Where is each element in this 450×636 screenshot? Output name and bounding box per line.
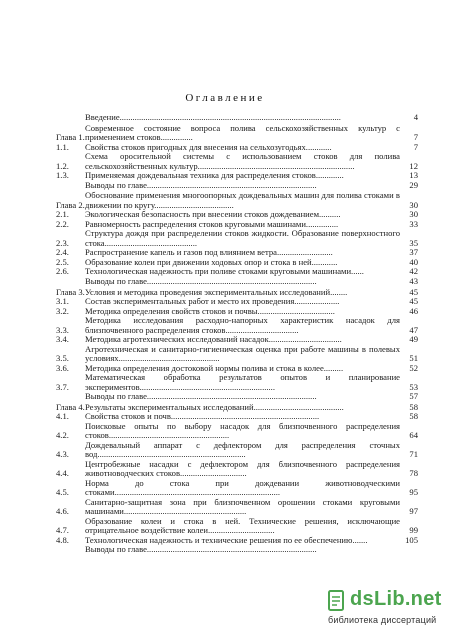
toc-entry-page: 29 <box>409 179 418 190</box>
toc-entry <box>56 152 418 171</box>
toc-entry <box>56 181 418 191</box>
toc-entry-title: Равномерность распределения стоков круговыми машинами............... <box>85 218 339 229</box>
toc-entry-title: Методика исследования расходно-напорных характеристик насадок для близпочвенного распределения стоков.................................. <box>85 315 400 335</box>
toc-entry-number: 2.2. <box>56 218 69 229</box>
toc-title: Оглавление <box>185 92 265 104</box>
toc-entry-title: Распространение капель и газов под влиянием ветра.......................... <box>85 247 333 258</box>
toc-entry-number: 4.6. <box>56 506 69 517</box>
toc-entry-title: Выводы по главе............................................................................... <box>85 179 317 190</box>
toc-entry-page: 99 <box>409 525 418 536</box>
table-of-contents <box>56 113 418 555</box>
toc-entry-number: 2.4. <box>56 247 69 258</box>
toc-entry-title: Норма до стока при дождевании животноводческими стоками............................................................................. <box>85 477 400 498</box>
toc-entry-number: 3.2. <box>56 305 69 316</box>
toc-entry-number: 4.8. <box>56 534 69 545</box>
toc-entry-page: 52 <box>409 362 418 373</box>
toc-entry-page: 47 <box>409 324 418 335</box>
toc-entry-title: Условия и методика проведения экспериментальных исследований........ <box>85 286 348 297</box>
toc-entry-title: Дождевальный аппарат с дефлектором для распределения сточных вод..................................................................... <box>85 439 400 460</box>
toc-entry-number: 3.3. <box>56 324 69 335</box>
toc-entry <box>56 479 418 498</box>
toc-entry-number: 3.5. <box>56 353 69 364</box>
toc-entry-number: Глава 4. <box>56 401 85 412</box>
toc-entry-page: 51 <box>409 353 418 364</box>
dslib-logo-icon <box>326 588 348 614</box>
toc-entry-title: Свойства стоков и почв..................................................................... <box>85 411 320 422</box>
toc-entry-number: 2.5. <box>56 256 69 267</box>
toc-entry-title: Структура дождя при распределении стоков жидкости. Образование поверхностного стока........................................... <box>85 228 400 248</box>
toc-entry <box>56 422 418 441</box>
toc-entry-page: 30 <box>409 209 418 220</box>
toc-entry-number: 4.5. <box>56 487 69 498</box>
toc-entry-number: 1.1. <box>56 141 69 152</box>
toc-entry-title: Свойства стоков пригодных для внесения на сельхозугодьях............ <box>85 141 332 152</box>
toc-entry-page: 13 <box>409 170 418 181</box>
toc-entry-page: 49 <box>409 334 418 345</box>
toc-entry-page: 33 <box>409 218 418 229</box>
toc-entry-title: Состав экспериментальных работ и место их проведения..................... <box>85 296 340 307</box>
toc-entry-title: Математическая обработка результатов опытов и планирование экспериментов............................................................... <box>85 372 400 392</box>
toc-entry-title: Современное состояние вопроса полива сельскохозяйственных культур с применением стоков............... <box>85 122 400 143</box>
toc-entry-number: 3.4. <box>56 334 69 345</box>
watermark-subtitle: библиотека диссертаций <box>328 615 437 625</box>
toc-entry <box>56 373 418 392</box>
toc-entry <box>56 498 418 517</box>
toc-entry-page: 7 <box>413 141 418 152</box>
toc-entry-page: 4 <box>413 112 418 122</box>
toc-entry-title: Применяемая дождевальная техника для распределения стоков............. <box>85 170 344 181</box>
toc-entry <box>56 229 418 248</box>
toc-entry-page: 42 <box>409 266 418 277</box>
toc-entry-title: Обоснование применения многоопорных дождевальных машин для полива стоками в движении по кругу..................................... <box>85 190 400 210</box>
toc-entry-page: 105 <box>405 534 418 545</box>
toc-entry <box>56 517 418 536</box>
toc-entry-page: 95 <box>409 487 418 498</box>
toc-entry-number: 1.3. <box>56 170 69 181</box>
toc-entry-title: Методика агротехнических исследований насадок.................................. <box>85 334 342 345</box>
toc-entry <box>56 345 418 364</box>
toc-entry-page: 57 <box>409 391 418 402</box>
toc-entry-title: Введение....................................................................................................... <box>85 112 341 122</box>
toc-entry <box>56 124 418 143</box>
toc-entry-page: 7 <box>413 132 418 143</box>
toc-entry-title: Выводы по главе............................................................................... <box>85 275 317 286</box>
toc-entry-page: 45 <box>409 296 418 307</box>
toc-entry <box>56 277 418 287</box>
toc-entry-page: 46 <box>409 305 418 316</box>
toc-entry-page: 37 <box>409 247 418 258</box>
toc-entry-number: 4.1. <box>56 411 69 422</box>
dslib-watermark <box>326 588 446 632</box>
toc-entry-page: 40 <box>409 256 418 267</box>
toc-entry-number: 3.1. <box>56 296 69 307</box>
toc-entry-number: 4.4. <box>56 468 69 479</box>
toc-entry-number: 4.2. <box>56 430 69 441</box>
toc-entry-title: Образование колеи и стока в ней. Технические решения, исключающие отрицательное воздействие колеи............................... <box>85 515 400 536</box>
toc-entry-page: 53 <box>409 381 418 392</box>
toc-entry-title: Поисковые опыты по выбору насадок для близпочвенного распределения стоков........................................................ <box>85 420 400 441</box>
toc-entry <box>56 392 418 402</box>
toc-entry-number: Глава 2. <box>56 199 85 210</box>
toc-entry-title: Центробежные насадки с дефлектором для близпочвенного распределения животноводческих стоков............................... <box>85 458 400 479</box>
toc-entry-title: Санитарно-защитная зона при близпочвенном орошении стоками круговыми машинами......................................................... <box>85 496 400 517</box>
toc-entry-title: Выводы по главе............................................................................... <box>85 391 317 402</box>
toc-entry <box>56 316 418 335</box>
toc-entry-title: Результаты экспериментальных исследований.......................................... <box>85 401 344 412</box>
toc-entry <box>56 113 418 123</box>
toc-entry <box>56 545 418 555</box>
toc-entry-page: 30 <box>409 199 418 210</box>
toc-entry-number: 1.2. <box>56 160 69 171</box>
toc-entry-number: 2.3. <box>56 237 69 248</box>
toc-entry-number: 4.7. <box>56 525 69 536</box>
toc-entry-number: 4.3. <box>56 449 69 460</box>
toc-entry-page: 97 <box>409 506 418 517</box>
toc-entry-title: Образование колеи при движении ходовых опор и стока в ней............ <box>85 256 338 267</box>
watermark-brand: dsLib.net <box>350 588 442 610</box>
toc-entry-page: 35 <box>409 237 418 248</box>
toc-entry-number: 2.1. <box>56 209 69 220</box>
toc-entry-page: 45 <box>409 286 418 297</box>
toc-entry-title: Технологическая надежность и технические решения по ее обеспечению....... <box>85 534 368 545</box>
toc-entry-page: 64 <box>409 430 418 441</box>
toc-entry-number: 2.6. <box>56 266 69 277</box>
toc-entry-number: Глава 3. <box>56 286 85 297</box>
toc-entry-page: 12 <box>409 160 418 171</box>
toc-entry <box>56 191 418 210</box>
toc-entry-page: 78 <box>409 468 418 479</box>
toc-entry-page: 58 <box>409 411 418 422</box>
toc-entry-title: Выводы по главе............................................................................... <box>85 544 317 555</box>
toc-entry-title: Методика определения свойств стоков и почвы.................................... <box>85 305 335 316</box>
toc-entry-page: 58 <box>409 401 418 412</box>
toc-entry-number: 3.6. <box>56 362 69 373</box>
toc-entry-number: 3.7. <box>56 381 69 392</box>
toc-entry-title: Схема оросительной системы с использованием стоков для полива сельскохозяйственных культур......................................................................... <box>85 151 400 171</box>
toc-entry <box>56 441 418 460</box>
toc-entry-title: Экологическая безопасность при внесении стоков дождеванием.......... <box>85 209 341 220</box>
toc-entry-title: Методика определения достоковой нормы полива и стока в колее......... <box>85 362 344 373</box>
toc-entry-title: Агротехническая и санитарно-гигиеническая оценка при работе машины в полевых условиях............................................... <box>85 343 400 364</box>
toc-entry <box>56 460 418 479</box>
toc-entry-number: Глава 1. <box>56 132 85 143</box>
toc-entry-page: 43 <box>409 275 418 286</box>
toc-entry-title: Технологическая надежность при поливе стоками круговыми машинами...... <box>85 266 364 277</box>
toc-entry-page: 71 <box>409 449 418 460</box>
